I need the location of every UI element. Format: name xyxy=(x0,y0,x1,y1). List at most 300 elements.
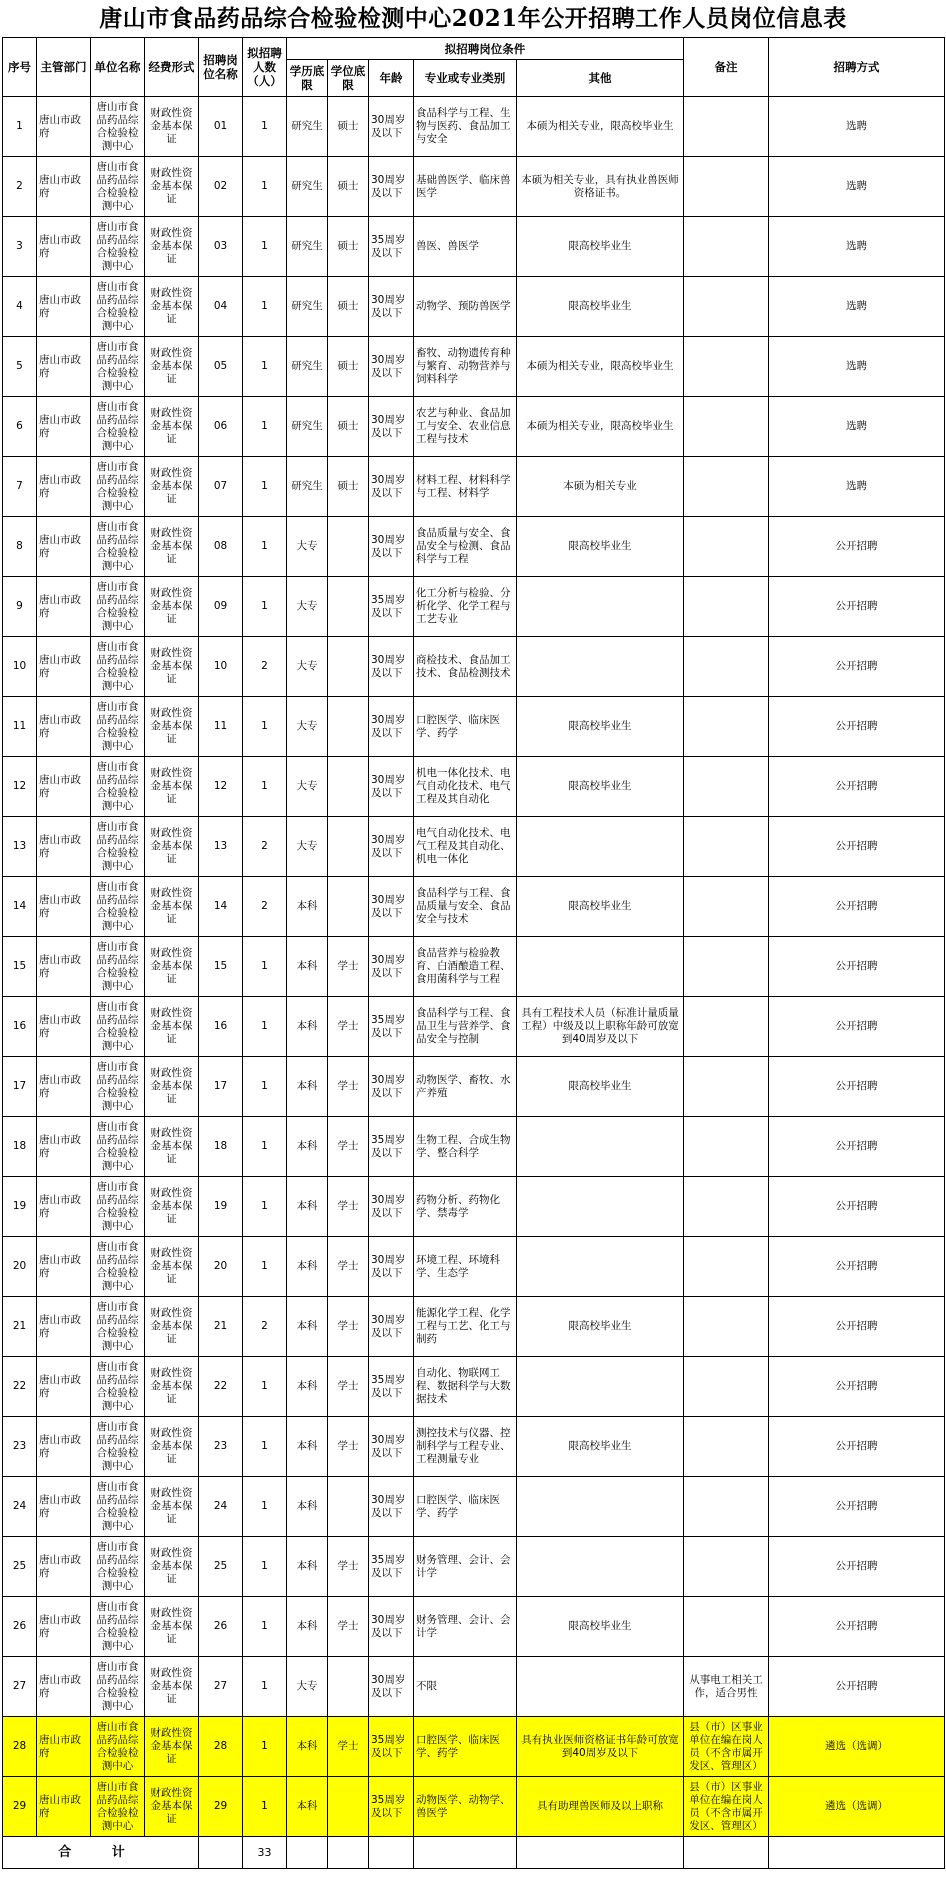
header-count: 拟招聘人数（人） xyxy=(243,38,287,97)
cell-education: 本科 xyxy=(287,1537,328,1597)
cell-education: 本科 xyxy=(287,1417,328,1477)
cell-funding: 财政性资金基本保证 xyxy=(145,817,199,877)
cell-age: 30周岁及以下 xyxy=(369,337,414,397)
cell-unit: 唐山市食品药品综合检验检测中心 xyxy=(91,397,145,457)
cell-count: 1 xyxy=(243,97,287,157)
cell-education: 研究生 xyxy=(287,457,328,517)
table-row xyxy=(3,1657,945,1717)
cell-method: 公开招聘 xyxy=(769,1177,945,1237)
cell-method: 公开招聘 xyxy=(769,817,945,877)
cell-dept: 唐山市政府 xyxy=(37,937,91,997)
cell-funding: 财政性资金基本保证 xyxy=(145,1537,199,1597)
cell-degree xyxy=(328,757,369,817)
cell-seq: 11 xyxy=(3,697,37,757)
cell-major: 动物医学、畜牧、水产养殖 xyxy=(414,1057,517,1117)
cell-education: 本科 xyxy=(287,1777,328,1837)
total-empty xyxy=(328,1837,369,1869)
cell-remarks xyxy=(684,1297,769,1357)
cell-dept: 唐山市政府 xyxy=(37,1597,91,1657)
cell-remarks: 县（市）区事业单位在编在岗人员（不含市属开发区、管理区） xyxy=(684,1717,769,1777)
cell-seq: 18 xyxy=(3,1117,37,1177)
cell-unit: 唐山市食品药品综合检验检测中心 xyxy=(91,697,145,757)
cell-other xyxy=(517,1237,684,1297)
cell-count: 2 xyxy=(243,817,287,877)
cell-post: 18 xyxy=(199,1117,243,1177)
cell-age: 30周岁及以下 xyxy=(369,817,414,877)
cell-funding: 财政性资金基本保证 xyxy=(145,757,199,817)
cell-other: 本硕为相关专业，限高校毕业生 xyxy=(517,97,684,157)
cell-other: 限高校毕业生 xyxy=(517,217,684,277)
table-row xyxy=(3,817,945,877)
cell-seq: 9 xyxy=(3,577,37,637)
header-age: 年龄 xyxy=(369,60,414,97)
cell-other: 限高校毕业生 xyxy=(517,1297,684,1357)
cell-post: 21 xyxy=(199,1297,243,1357)
cell-unit: 唐山市食品药品综合检验检测中心 xyxy=(91,1717,145,1777)
cell-major: 药物分析、药物化学、禁毒学 xyxy=(414,1177,517,1237)
table-row xyxy=(3,1177,945,1237)
cell-education: 本科 xyxy=(287,1117,328,1177)
cell-unit: 唐山市食品药品综合检验检测中心 xyxy=(91,1477,145,1537)
cell-education: 大专 xyxy=(287,1657,328,1717)
cell-post: 08 xyxy=(199,517,243,577)
cell-age: 35周岁及以下 xyxy=(369,1117,414,1177)
cell-major: 基础兽医学、临床兽医学 xyxy=(414,157,517,217)
cell-method: 公开招聘 xyxy=(769,637,945,697)
cell-unit: 唐山市食品药品综合检验检测中心 xyxy=(91,637,145,697)
table-row xyxy=(3,1117,945,1177)
cell-remarks xyxy=(684,817,769,877)
cell-method: 公开招聘 xyxy=(769,1417,945,1477)
cell-degree: 学士 xyxy=(328,1237,369,1297)
cell-major: 食品科学与工程、食品卫生与营养学、食品安全与控制 xyxy=(414,997,517,1057)
cell-method: 遴选（选调） xyxy=(769,1777,945,1837)
cell-funding: 财政性资金基本保证 xyxy=(145,1117,199,1177)
cell-count: 1 xyxy=(243,1237,287,1297)
cell-dept: 唐山市政府 xyxy=(37,817,91,877)
cell-count: 1 xyxy=(243,1537,287,1597)
cell-count: 2 xyxy=(243,1297,287,1357)
cell-major: 材料工程、材料科学与工程、材料学 xyxy=(414,457,517,517)
cell-major: 畜牧、动物遗传育种与繁育、动物营养与饲料科学 xyxy=(414,337,517,397)
cell-degree xyxy=(328,1477,369,1537)
cell-other xyxy=(517,1177,684,1237)
cell-method: 公开招聘 xyxy=(769,997,945,1057)
header-education: 学历底限 xyxy=(287,60,328,97)
cell-funding: 财政性资金基本保证 xyxy=(145,697,199,757)
cell-seq: 16 xyxy=(3,997,37,1057)
cell-unit: 唐山市食品药品综合检验检测中心 xyxy=(91,1357,145,1417)
cell-unit: 唐山市食品药品综合检验检测中心 xyxy=(91,1777,145,1837)
cell-age: 30周岁及以下 xyxy=(369,1297,414,1357)
cell-remarks xyxy=(684,1417,769,1477)
cell-funding: 财政性资金基本保证 xyxy=(145,937,199,997)
cell-method: 公开招聘 xyxy=(769,1477,945,1537)
cell-funding: 财政性资金基本保证 xyxy=(145,877,199,937)
cell-count: 1 xyxy=(243,997,287,1057)
cell-remarks xyxy=(684,757,769,817)
cell-funding: 财政性资金基本保证 xyxy=(145,1237,199,1297)
table-row xyxy=(3,517,945,577)
cell-major: 测控技术与仪器、控制科学与工程专业、工程测量专业 xyxy=(414,1417,517,1477)
cell-major: 兽医、兽医学 xyxy=(414,217,517,277)
cell-age: 30周岁及以下 xyxy=(369,937,414,997)
cell-funding: 财政性资金基本保证 xyxy=(145,1417,199,1477)
cell-count: 1 xyxy=(243,937,287,997)
cell-age: 30周岁及以下 xyxy=(369,397,414,457)
cell-education: 本科 xyxy=(287,1057,328,1117)
cell-other: 限高校毕业生 xyxy=(517,697,684,757)
cell-dept: 唐山市政府 xyxy=(37,637,91,697)
cell-seq: 17 xyxy=(3,1057,37,1117)
cell-funding: 财政性资金基本保证 xyxy=(145,157,199,217)
cell-post: 11 xyxy=(199,697,243,757)
cell-count: 1 xyxy=(243,1417,287,1477)
cell-method: 公开招聘 xyxy=(769,1297,945,1357)
cell-seq: 27 xyxy=(3,1657,37,1717)
cell-education: 本科 xyxy=(287,997,328,1057)
cell-funding: 财政性资金基本保证 xyxy=(145,1177,199,1237)
cell-unit: 唐山市食品药品综合检验检测中心 xyxy=(91,517,145,577)
cell-age: 35周岁及以下 xyxy=(369,577,414,637)
cell-remarks xyxy=(684,337,769,397)
table-row xyxy=(3,1537,945,1597)
cell-education: 研究生 xyxy=(287,217,328,277)
cell-remarks xyxy=(684,157,769,217)
cell-degree: 硕士 xyxy=(328,217,369,277)
cell-dept: 唐山市政府 xyxy=(37,697,91,757)
cell-method: 公开招聘 xyxy=(769,937,945,997)
cell-method: 选聘 xyxy=(769,457,945,517)
cell-major: 食品营养与检验教育、白酒酿造工程、食用菌科学与工程 xyxy=(414,937,517,997)
cell-other: 本硕为相关专业，限高校毕业生 xyxy=(517,397,684,457)
cell-age: 30周岁及以下 xyxy=(369,757,414,817)
total-empty xyxy=(517,1837,684,1869)
table-row xyxy=(3,937,945,997)
cell-dept: 唐山市政府 xyxy=(37,97,91,157)
cell-count: 1 xyxy=(243,157,287,217)
cell-degree: 硕士 xyxy=(328,97,369,157)
cell-major: 口腔医学、临床医学、药学 xyxy=(414,697,517,757)
cell-education: 大专 xyxy=(287,697,328,757)
cell-age: 35周岁及以下 xyxy=(369,1717,414,1777)
cell-seq: 7 xyxy=(3,457,37,517)
cell-dept: 唐山市政府 xyxy=(37,577,91,637)
table-row xyxy=(3,337,945,397)
cell-major: 商检技术、食品加工技术、食品检测技术 xyxy=(414,637,517,697)
cell-seq: 25 xyxy=(3,1537,37,1597)
cell-count: 1 xyxy=(243,1597,287,1657)
cell-degree xyxy=(328,1777,369,1837)
cell-post: 15 xyxy=(199,937,243,997)
cell-post: 04 xyxy=(199,277,243,337)
cell-dept: 唐山市政府 xyxy=(37,1657,91,1717)
cell-method: 公开招聘 xyxy=(769,877,945,937)
cell-other: 本硕为相关专业，限高校毕业生 xyxy=(517,337,684,397)
cell-age: 30周岁及以下 xyxy=(369,1237,414,1297)
cell-method: 选聘 xyxy=(769,397,945,457)
cell-post: 03 xyxy=(199,217,243,277)
cell-method: 遴选（选调） xyxy=(769,1717,945,1777)
cell-funding: 财政性资金基本保证 xyxy=(145,97,199,157)
cell-method: 公开招聘 xyxy=(769,1357,945,1417)
header-row-top xyxy=(3,38,945,60)
cell-count: 1 xyxy=(243,277,287,337)
cell-other: 限高校毕业生 xyxy=(517,1417,684,1477)
cell-seq: 12 xyxy=(3,757,37,817)
header-other: 其他 xyxy=(517,60,684,97)
cell-other xyxy=(517,937,684,997)
cell-degree xyxy=(328,577,369,637)
cell-major: 环境工程、环境科学、生态学 xyxy=(414,1237,517,1297)
cell-method: 选聘 xyxy=(769,337,945,397)
cell-funding: 财政性资金基本保证 xyxy=(145,1657,199,1717)
cell-education: 大专 xyxy=(287,517,328,577)
cell-unit: 唐山市食品药品综合检验检测中心 xyxy=(91,457,145,517)
cell-post: 27 xyxy=(199,1657,243,1717)
cell-count: 1 xyxy=(243,1717,287,1777)
cell-post: 06 xyxy=(199,397,243,457)
cell-post: 17 xyxy=(199,1057,243,1117)
cell-age: 30周岁及以下 xyxy=(369,1057,414,1117)
total-empty-post xyxy=(199,1837,243,1869)
cell-remarks: 县（市）区事业单位在编在岗人员（不含市属开发区、管理区） xyxy=(684,1777,769,1837)
table-row xyxy=(3,157,945,217)
cell-degree: 学士 xyxy=(328,997,369,1057)
cell-funding: 财政性资金基本保证 xyxy=(145,517,199,577)
cell-dept: 唐山市政府 xyxy=(37,997,91,1057)
cell-count: 1 xyxy=(243,1477,287,1537)
cell-degree: 学士 xyxy=(328,937,369,997)
cell-education: 本科 xyxy=(287,1237,328,1297)
cell-education: 本科 xyxy=(287,1477,328,1537)
cell-unit: 唐山市食品药品综合检验检测中心 xyxy=(91,1417,145,1477)
cell-degree xyxy=(328,637,369,697)
cell-seq: 4 xyxy=(3,277,37,337)
cell-major: 财务管理、会计、会计学 xyxy=(414,1597,517,1657)
cell-method: 选聘 xyxy=(769,157,945,217)
cell-unit: 唐山市食品药品综合检验检测中心 xyxy=(91,1297,145,1357)
cell-method: 公开招聘 xyxy=(769,577,945,637)
cell-funding: 财政性资金基本保证 xyxy=(145,637,199,697)
cell-seq: 8 xyxy=(3,517,37,577)
cell-funding: 财政性资金基本保证 xyxy=(145,577,199,637)
cell-degree xyxy=(328,817,369,877)
table-row xyxy=(3,1717,945,1777)
cell-funding: 财政性资金基本保证 xyxy=(145,217,199,277)
table-row xyxy=(3,277,945,337)
cell-seq: 14 xyxy=(3,877,37,937)
cell-degree: 硕士 xyxy=(328,397,369,457)
cell-post: 02 xyxy=(199,157,243,217)
cell-other xyxy=(517,1657,684,1717)
cell-post: 07 xyxy=(199,457,243,517)
cell-method: 选聘 xyxy=(769,217,945,277)
cell-degree: 学士 xyxy=(328,1717,369,1777)
cell-post: 19 xyxy=(199,1177,243,1237)
cell-major: 动物学、预防兽医学 xyxy=(414,277,517,337)
cell-post: 01 xyxy=(199,97,243,157)
cell-dept: 唐山市政府 xyxy=(37,1057,91,1117)
cell-seq: 22 xyxy=(3,1357,37,1417)
cell-seq: 24 xyxy=(3,1477,37,1537)
cell-remarks xyxy=(684,1117,769,1177)
cell-funding: 财政性资金基本保证 xyxy=(145,1297,199,1357)
cell-remarks xyxy=(684,1357,769,1417)
cell-age: 30周岁及以下 xyxy=(369,157,414,217)
cell-count: 1 xyxy=(243,457,287,517)
total-empty xyxy=(684,1837,769,1869)
cell-unit: 唐山市食品药品综合检验检测中心 xyxy=(91,1057,145,1117)
table-row xyxy=(3,877,945,937)
cell-count: 1 xyxy=(243,1777,287,1837)
cell-unit: 唐山市食品药品综合检验检测中心 xyxy=(91,997,145,1057)
cell-post: 28 xyxy=(199,1717,243,1777)
cell-dept: 唐山市政府 xyxy=(37,517,91,577)
cell-post: 29 xyxy=(199,1777,243,1837)
cell-education: 本科 xyxy=(287,877,328,937)
cell-unit: 唐山市食品药品综合检验检测中心 xyxy=(91,817,145,877)
header-method: 招聘方式 xyxy=(769,38,945,97)
cell-count: 1 xyxy=(243,337,287,397)
cell-age: 30周岁及以下 xyxy=(369,97,414,157)
table-row xyxy=(3,1477,945,1537)
cell-degree: 学士 xyxy=(328,1537,369,1597)
cell-remarks xyxy=(684,1537,769,1597)
cell-seq: 20 xyxy=(3,1237,37,1297)
cell-dept: 唐山市政府 xyxy=(37,1537,91,1597)
cell-remarks xyxy=(684,637,769,697)
cell-count: 1 xyxy=(243,217,287,277)
cell-remarks xyxy=(684,877,769,937)
cell-remarks xyxy=(684,217,769,277)
cell-other xyxy=(517,817,684,877)
cell-dept: 唐山市政府 xyxy=(37,1357,91,1417)
cell-seq: 23 xyxy=(3,1417,37,1477)
cell-education: 大专 xyxy=(287,757,328,817)
cell-seq: 5 xyxy=(3,337,37,397)
cell-count: 1 xyxy=(243,1357,287,1417)
cell-post: 14 xyxy=(199,877,243,937)
cell-count: 1 xyxy=(243,1177,287,1237)
cell-dept: 唐山市政府 xyxy=(37,217,91,277)
header-dept: 主管部门 xyxy=(37,38,91,97)
cell-major: 机电一体化技术、电气自动化技术、电气工程及其自动化 xyxy=(414,757,517,817)
page-title: 唐山市食品药品综合检验检测中心2021年公开招聘工作人员岗位信息表 xyxy=(99,5,847,32)
cell-dept: 唐山市政府 xyxy=(37,157,91,217)
cell-other: 限高校毕业生 xyxy=(517,1597,684,1657)
cell-dept: 唐山市政府 xyxy=(37,277,91,337)
cell-funding: 财政性资金基本保证 xyxy=(145,457,199,517)
cell-post: 12 xyxy=(199,757,243,817)
cell-count: 1 xyxy=(243,577,287,637)
cell-education: 研究生 xyxy=(287,277,328,337)
cell-degree: 硕士 xyxy=(328,337,369,397)
cell-funding: 财政性资金基本保证 xyxy=(145,1477,199,1537)
cell-unit: 唐山市食品药品综合检验检测中心 xyxy=(91,97,145,157)
cell-age: 30周岁及以下 xyxy=(369,697,414,757)
cell-degree xyxy=(328,517,369,577)
cell-other: 具有执业医师资格证书年龄可放宽到40周岁及以下 xyxy=(517,1717,684,1777)
cell-remarks xyxy=(684,277,769,337)
cell-dept: 唐山市政府 xyxy=(37,1477,91,1537)
cell-method: 公开招聘 xyxy=(769,517,945,577)
cell-education: 大专 xyxy=(287,637,328,697)
cell-age: 35周岁及以下 xyxy=(369,997,414,1057)
cell-method: 公开招聘 xyxy=(769,1237,945,1297)
cell-age: 30周岁及以下 xyxy=(369,1477,414,1537)
recruitment-table xyxy=(2,37,945,1869)
cell-degree: 硕士 xyxy=(328,277,369,337)
cell-education: 本科 xyxy=(287,1597,328,1657)
cell-funding: 财政性资金基本保证 xyxy=(145,1597,199,1657)
cell-major: 口腔医学、临床医学、药学 xyxy=(414,1717,517,1777)
cell-education: 研究生 xyxy=(287,337,328,397)
cell-post: 22 xyxy=(199,1357,243,1417)
cell-unit: 唐山市食品药品综合检验检测中心 xyxy=(91,1597,145,1657)
cell-remarks xyxy=(684,1177,769,1237)
table-row xyxy=(3,757,945,817)
cell-education: 研究生 xyxy=(287,397,328,457)
cell-degree: 学士 xyxy=(328,1357,369,1417)
cell-other xyxy=(517,577,684,637)
cell-count: 2 xyxy=(243,877,287,937)
total-row xyxy=(3,1837,945,1869)
cell-degree xyxy=(328,1657,369,1717)
table-row xyxy=(3,1357,945,1417)
cell-count: 1 xyxy=(243,1657,287,1717)
cell-dept: 唐山市政府 xyxy=(37,1297,91,1357)
cell-remarks xyxy=(684,397,769,457)
cell-unit: 唐山市食品药品综合检验检测中心 xyxy=(91,757,145,817)
cell-age: 35周岁及以下 xyxy=(369,1357,414,1417)
cell-funding: 财政性资金基本保证 xyxy=(145,1717,199,1777)
header-post: 招聘岗位名称 xyxy=(199,38,243,97)
cell-post: 23 xyxy=(199,1417,243,1477)
cell-unit: 唐山市食品药品综合检验检测中心 xyxy=(91,217,145,277)
cell-dept: 唐山市政府 xyxy=(37,1177,91,1237)
cell-dept: 唐山市政府 xyxy=(37,1417,91,1477)
header-funding: 经费形式 xyxy=(145,38,199,97)
cell-unit: 唐山市食品药品综合检验检测中心 xyxy=(91,1117,145,1177)
cell-age: 30周岁及以下 xyxy=(369,1417,414,1477)
cell-age: 30周岁及以下 xyxy=(369,1597,414,1657)
cell-major: 能源化学工程、化学工程与工艺、化工与制药 xyxy=(414,1297,517,1357)
cell-major: 食品科学与工程、生物与医药、食品加工与安全 xyxy=(414,97,517,157)
cell-major: 动物医学、动物学、兽医学 xyxy=(414,1777,517,1837)
cell-remarks xyxy=(684,97,769,157)
table-row xyxy=(3,1297,945,1357)
cell-count: 1 xyxy=(243,517,287,577)
cell-remarks xyxy=(684,577,769,637)
cell-other xyxy=(517,1537,684,1597)
cell-funding: 财政性资金基本保证 xyxy=(145,1357,199,1417)
cell-unit: 唐山市食品药品综合检验检测中心 xyxy=(91,337,145,397)
cell-method: 公开招聘 xyxy=(769,1597,945,1657)
cell-remarks xyxy=(684,1597,769,1657)
cell-major: 食品质量与安全、食品安全与检测、食品科学与工程 xyxy=(414,517,517,577)
cell-dept: 唐山市政府 xyxy=(37,397,91,457)
cell-major: 口腔医学、临床医学、药学 xyxy=(414,1477,517,1537)
cell-remarks xyxy=(684,937,769,997)
cell-other: 具有工程技术人员（标准计量质量工程）中级及以上职称年龄可放宽到40周岁及以下 xyxy=(517,997,684,1057)
cell-age: 30周岁及以下 xyxy=(369,1177,414,1237)
cell-count: 1 xyxy=(243,1057,287,1117)
cell-other: 具有助理兽医师及以上职称 xyxy=(517,1777,684,1837)
cell-degree: 硕士 xyxy=(328,157,369,217)
cell-other: 本硕为相关专业 xyxy=(517,457,684,517)
cell-other: 限高校毕业生 xyxy=(517,757,684,817)
